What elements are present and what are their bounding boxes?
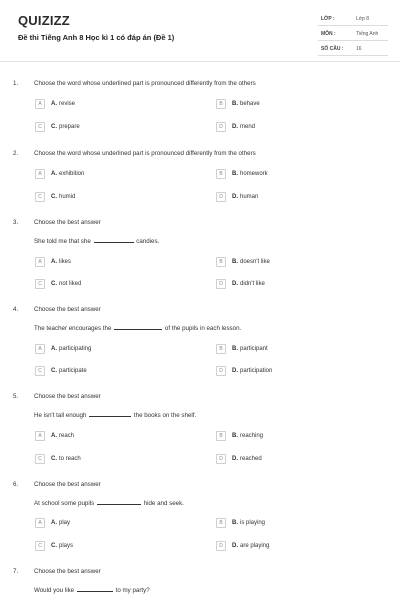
option-label: C. bbox=[51, 456, 57, 462]
question-prompt: Choose the word whose underlined part is pronounced differently from the others bbox=[34, 150, 256, 157]
option-text: reaching bbox=[240, 433, 264, 439]
option-label: A. bbox=[51, 259, 57, 265]
quizizz-logo: QUIZIZZ bbox=[18, 13, 70, 28]
option-label: D. bbox=[232, 124, 238, 130]
question-number: 6. bbox=[13, 481, 19, 488]
question-prompt: Choose the best answer bbox=[34, 393, 101, 400]
option-letter-box: C bbox=[35, 454, 45, 464]
option-label: C. bbox=[51, 281, 57, 287]
question-prompt: Choose the word whose underlined part is pronounced differently from the others bbox=[34, 80, 256, 87]
answer-blank bbox=[89, 411, 131, 417]
option-text: is playing bbox=[240, 520, 266, 526]
option-text: mend bbox=[240, 124, 256, 130]
question-prompt: Choose the best answer bbox=[34, 306, 101, 313]
option-letter-box: D bbox=[216, 122, 226, 132]
option-text: reached bbox=[240, 456, 262, 462]
option-letter-box: C bbox=[35, 279, 45, 289]
option-text: participating bbox=[59, 346, 92, 352]
meta-question-count-value: 16 bbox=[356, 46, 362, 52]
option-letter-box: D bbox=[216, 454, 226, 464]
question-stem bbox=[34, 324, 241, 332]
stem-before: The teacher encourages the bbox=[34, 325, 112, 332]
option-letter-box: C bbox=[35, 366, 45, 376]
option-letter-box: D bbox=[216, 541, 226, 551]
option-letter-box: A bbox=[35, 257, 45, 267]
option-label: A. bbox=[51, 346, 57, 352]
option-label: D. bbox=[232, 194, 238, 200]
option-label: C. bbox=[51, 368, 57, 374]
option-label: D. bbox=[232, 543, 238, 549]
option-label: D. bbox=[232, 456, 238, 462]
option-label: C. bbox=[51, 124, 57, 130]
option-letter-box: B bbox=[216, 99, 226, 109]
stem-after: to my party? bbox=[115, 587, 150, 594]
option-text: humid bbox=[59, 194, 76, 200]
meta-subject-value: Tiếng Anh bbox=[356, 31, 379, 37]
answer-blank bbox=[77, 586, 113, 592]
question-number: 1. bbox=[13, 80, 19, 87]
question-prompt: Choose the best answer bbox=[34, 481, 101, 488]
option-text: human bbox=[240, 194, 259, 200]
option-label: C. bbox=[51, 543, 57, 549]
option-letter-box: A bbox=[35, 344, 45, 354]
option-letter-box: D bbox=[216, 192, 226, 202]
option-letter-box: D bbox=[216, 279, 226, 289]
document-title: Đề thi Tiếng Anh 8 Học kì 1 có đáp án (Đề 1) bbox=[18, 33, 175, 42]
option-letter-box: A bbox=[35, 518, 45, 528]
meta-class-value: Lớp 8 bbox=[356, 16, 370, 22]
question-number: 4. bbox=[13, 306, 19, 313]
question-stem bbox=[34, 237, 159, 245]
option-text: play bbox=[59, 520, 71, 526]
stem-before: She told me that she bbox=[34, 238, 91, 245]
option-text: likes bbox=[59, 259, 72, 265]
option-label: B. bbox=[232, 520, 238, 526]
option-letter-box: A bbox=[35, 431, 45, 441]
option-text: to reach bbox=[59, 456, 81, 462]
option-label: A. bbox=[51, 101, 57, 107]
option-letter-box: A bbox=[35, 169, 45, 179]
option-label: A. bbox=[51, 520, 57, 526]
option-label: D. bbox=[232, 368, 238, 374]
question-stem bbox=[34, 499, 184, 507]
question-number: 7. bbox=[13, 568, 19, 575]
option-text: exhibition bbox=[59, 171, 85, 177]
option-letter-box: B bbox=[216, 344, 226, 354]
option-letter-box: C bbox=[35, 541, 45, 551]
option-letter-box: B bbox=[216, 169, 226, 179]
question-stem bbox=[34, 586, 150, 594]
question-prompt: Choose the best answer bbox=[34, 568, 101, 575]
meta-class-key: LỚP : bbox=[321, 16, 335, 22]
stem-before: He isn't tall enough bbox=[34, 412, 87, 419]
document-header bbox=[0, 0, 400, 62]
option-label: C. bbox=[51, 194, 57, 200]
option-label: D. bbox=[232, 281, 238, 287]
meta-question-count bbox=[318, 42, 388, 56]
option-label: B. bbox=[232, 433, 238, 439]
question-number: 2. bbox=[13, 150, 19, 157]
option-label: B. bbox=[232, 259, 238, 265]
meta-class bbox=[318, 12, 388, 26]
option-text: homework bbox=[240, 171, 268, 177]
option-text: behave bbox=[240, 101, 260, 107]
stem-before: Would you like bbox=[34, 587, 75, 594]
meta-subject bbox=[318, 27, 388, 41]
option-letter-box: D bbox=[216, 366, 226, 376]
option-label: B. bbox=[232, 346, 238, 352]
question-number: 3. bbox=[13, 219, 19, 226]
stem-after: the books on the shelf. bbox=[133, 412, 197, 419]
option-label: B. bbox=[232, 171, 238, 177]
option-text: doesn't like bbox=[240, 259, 270, 265]
meta-subject-key: MÔN : bbox=[321, 31, 336, 37]
option-letter-box: B bbox=[216, 257, 226, 267]
option-text: participation bbox=[240, 368, 273, 374]
option-text: not liked bbox=[59, 281, 82, 287]
stem-after: of the pupils in each lesson. bbox=[164, 325, 242, 332]
question-number: 5. bbox=[13, 393, 19, 400]
option-letter-box: B bbox=[216, 518, 226, 528]
answer-blank bbox=[97, 499, 141, 505]
option-text: revise bbox=[59, 101, 76, 107]
option-label: B. bbox=[232, 101, 238, 107]
option-text: plays bbox=[59, 543, 74, 549]
option-letter-box: C bbox=[35, 122, 45, 132]
option-text: participant bbox=[240, 346, 268, 352]
option-text: didn't like bbox=[240, 281, 265, 287]
stem-after: hide and seek. bbox=[143, 500, 184, 507]
option-text: are playing bbox=[240, 543, 270, 549]
option-text: prepare bbox=[59, 124, 80, 130]
stem-after: candies. bbox=[136, 238, 160, 245]
answer-blank bbox=[114, 324, 162, 330]
option-letter-box: C bbox=[35, 192, 45, 202]
option-letter-box: B bbox=[216, 431, 226, 441]
stem-before: At school some pupils bbox=[34, 500, 95, 507]
answer-blank bbox=[94, 237, 134, 243]
question-prompt: Choose the best answer bbox=[34, 219, 101, 226]
meta-question-count-key: SỐ CÂU : bbox=[321, 46, 344, 52]
option-letter-box: A bbox=[35, 99, 45, 109]
question-stem bbox=[34, 411, 196, 419]
option-label: A. bbox=[51, 171, 57, 177]
option-label: A. bbox=[51, 433, 57, 439]
option-text: participate bbox=[59, 368, 87, 374]
option-text: reach bbox=[59, 433, 75, 439]
